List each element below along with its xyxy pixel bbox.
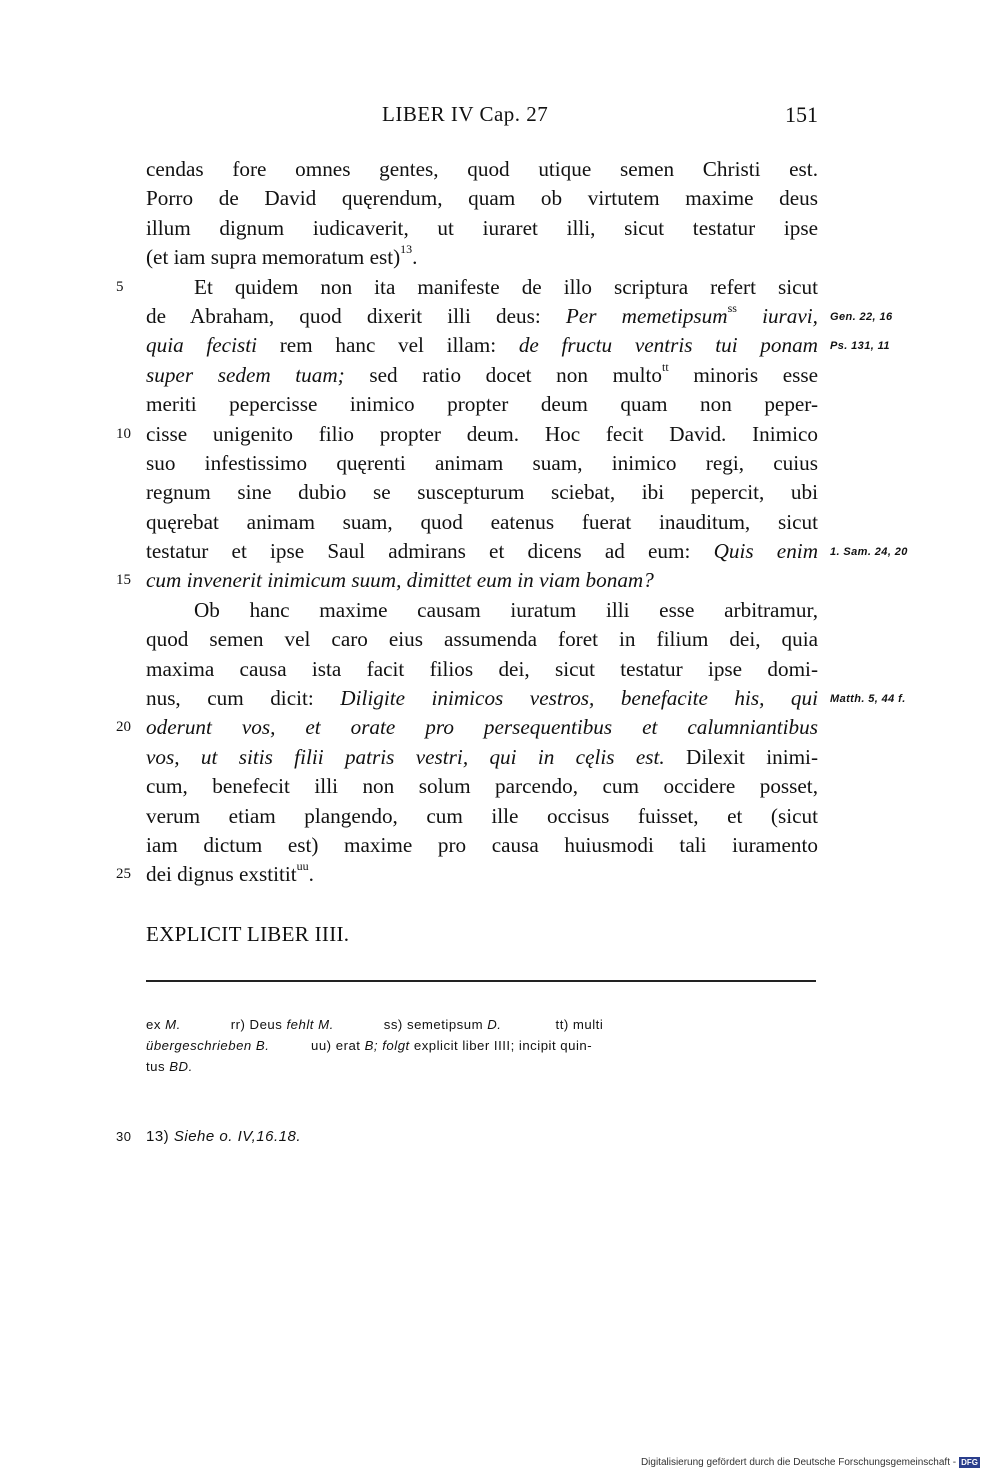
text-line	[146, 390, 818, 419]
footnote	[116, 1128, 301, 1145]
line-number: 15	[116, 572, 131, 589]
text-segment: quęrebat animam suam, quod eatenus fuerat inauditum, sicut	[146, 509, 818, 534]
main-text	[116, 155, 908, 890]
italic-text: Diligite inimicos vestros, benefacite his, qui	[340, 686, 818, 711]
italic-text: Quis enim	[713, 539, 818, 564]
text-segment: rem hanc vel illam:	[256, 333, 519, 358]
italic-text: Per memetipsum	[565, 303, 728, 328]
text-line	[116, 859, 818, 889]
italic-text: D.	[487, 1017, 502, 1032]
text-segment: dei dignus exstitit	[146, 862, 297, 887]
text-segment: Ob hanc maxime causam iuratum illi esse arbitramur,	[194, 597, 818, 622]
footnote-text: Siehe o. IV,16.18.	[173, 1128, 301, 1145]
text-segment: maxima causa ista facit filios dei, sicut testatur ipse domi-	[146, 656, 818, 681]
text-segment: meriti pepercisse inimico propter deum quam non peper-	[146, 392, 818, 417]
italic-text: oderunt vos, et orate pro persequentibus et calumniantibus	[146, 715, 818, 740]
italic-text: cum invenerit inimicum suum, dimittet eum in viam bonam?	[146, 568, 654, 593]
margin-reference: Gen. 22, 16	[830, 310, 893, 323]
text-line	[146, 802, 818, 831]
text-segment: uu) erat	[269, 1038, 365, 1053]
text-segment: sed ratio docet non multo	[344, 362, 663, 387]
text-line	[146, 772, 818, 801]
text-line	[146, 331, 890, 360]
text-segment: tt) multi	[501, 1017, 604, 1032]
italic-text: vos, ut sitis filii patris vestri, qui in cęlis est.	[146, 744, 665, 769]
footnote-marker: tt	[662, 359, 669, 374]
footnote-marker: uu	[296, 859, 309, 874]
text-segment: .	[308, 862, 314, 887]
line-number: 10	[116, 425, 131, 442]
apparatus-line	[146, 1035, 818, 1056]
footnote-divider	[146, 980, 816, 982]
text-segment: iam dictum est) maxime pro causa huiusmodi tali iuramento	[146, 832, 818, 857]
page-number: 151	[785, 102, 818, 127]
digitization-credit	[641, 1457, 980, 1468]
line-number: 20	[116, 719, 131, 736]
text-line	[146, 537, 908, 566]
text-line	[116, 420, 818, 449]
text-segment: ex	[146, 1017, 166, 1032]
text-segment: cisse unigenito filio propter deum. Hoc fecit David. Inimico	[146, 421, 818, 446]
text-segment: testatur et ipse Saul admirans et dicens ad eum:	[146, 539, 714, 564]
page-header	[146, 102, 818, 132]
text-line	[146, 655, 818, 684]
text-line	[146, 214, 818, 243]
text-segment: Porro de David quęrendum, quam ob virtutem maxime deus	[146, 186, 818, 211]
text-line	[116, 273, 818, 302]
text-segment: nus, cum dicit:	[146, 686, 341, 711]
text-segment: cendas fore omnes gentes, quod utique semen Christi est.	[146, 157, 818, 181]
text-line	[146, 625, 818, 654]
margin-reference: Matth. 5, 44 f.	[830, 693, 906, 706]
running-title: LIBER IV Cap. 27	[382, 102, 549, 126]
text-segment: cum, benefecit illi non solum parcendo, cum occidere posset,	[146, 774, 818, 799]
text-segment: .	[412, 245, 418, 270]
apparatus-line	[146, 1014, 818, 1035]
text-line	[146, 184, 818, 213]
credit-text: Digitalisierung gefördert durch die Deutsche Forschungsgemeinschaft -	[640, 1457, 957, 1469]
text-line	[146, 361, 818, 390]
italic-text: B; folgt	[364, 1038, 410, 1053]
italic-text: fehlt M.	[286, 1017, 334, 1032]
line-number: 5	[116, 278, 124, 295]
text-line	[146, 300, 893, 331]
italic-text: de fructu ventris tui ponam	[518, 333, 818, 358]
footnote-line-number: 30	[116, 1129, 132, 1144]
text-segment: explicit liber IIII; incipit quin-	[409, 1038, 593, 1053]
text-segment: suo infestissimo quęrenti animam suam, inimico regi, cuius	[146, 450, 818, 475]
critical-apparatus	[146, 1014, 818, 1077]
text-line	[146, 596, 818, 625]
text-segment: Dilexit inimi-	[664, 744, 818, 769]
italic-text: BD.	[169, 1059, 193, 1074]
footnote-label: 13)	[146, 1128, 174, 1145]
margin-reference: Ps. 131, 11	[830, 340, 890, 353]
text-segment: (et iam supra memoratum est)	[146, 245, 401, 270]
text-segment: regnum sine dubio se suscepturum sciebat, ibi pepercit, ubi	[146, 480, 818, 505]
footnote-marker: 13	[400, 242, 413, 257]
dfg-logo: DFG	[961, 1458, 978, 1467]
text-line	[146, 831, 818, 860]
text-segment: verum etiam plangendo, cum ille occisus fuisset, et (sicut	[146, 803, 818, 828]
italic-text: M.	[165, 1017, 181, 1032]
italic-text: quia fecisti	[146, 333, 257, 358]
margin-reference: 1. Sam. 24, 20	[830, 546, 908, 559]
text-segment: ss) semetipsum	[333, 1017, 488, 1032]
text-line	[116, 713, 818, 742]
text-line	[146, 449, 818, 478]
italic-text: iuravi,	[736, 303, 818, 328]
text-line	[146, 508, 818, 537]
text-line	[116, 566, 818, 595]
text-segment: Et quidem non ita manifeste de illo scriptura refert sicut	[194, 274, 818, 299]
italic-text: übergeschrieben B.	[146, 1038, 270, 1053]
text-line	[146, 743, 818, 772]
text-segment: illum dignum iudicaverit, ut iuraret illi, sicut testatur ipse	[146, 215, 818, 240]
text-line	[146, 478, 818, 507]
text-line	[146, 155, 818, 184]
text-line	[146, 684, 906, 713]
text-segment: de Abraham, quod dixerit illi deus:	[146, 303, 566, 328]
text-segment: quod semen vel caro eius assumenda foret in filium dei, quia	[146, 627, 818, 652]
text-segment: rr) Deus	[180, 1017, 287, 1032]
apparatus-line	[146, 1056, 818, 1077]
explicit-heading: EXPLICIT LIBER IIII.	[146, 922, 350, 946]
text-segment: tus	[146, 1059, 170, 1074]
italic-text: super sedem tuam;	[146, 362, 345, 387]
text-line	[146, 243, 818, 272]
footnote-marker: ss	[727, 300, 737, 315]
line-number: 25	[116, 866, 131, 883]
text-segment: minoris esse	[668, 362, 818, 387]
